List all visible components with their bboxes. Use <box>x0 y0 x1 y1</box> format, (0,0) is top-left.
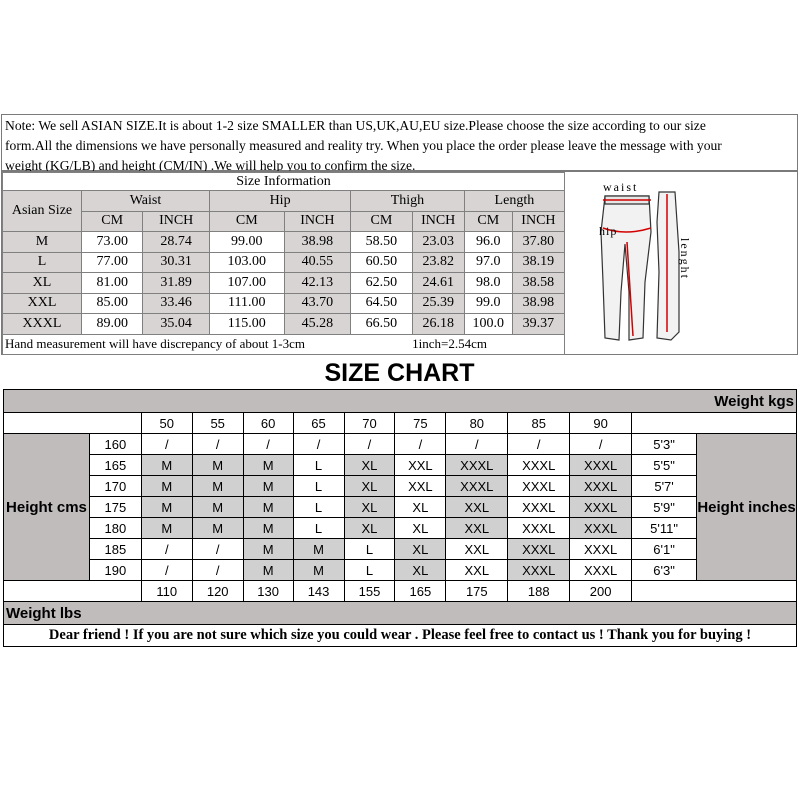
size-value: 77.00 <box>82 252 143 273</box>
table-row <box>4 497 797 518</box>
size-cell: / <box>243 434 293 455</box>
lb-value: 110 <box>141 581 192 602</box>
table-row <box>3 252 565 273</box>
height-inch: 6'3" <box>632 560 697 581</box>
length-header: Length <box>464 191 564 212</box>
height-inch: 5'5" <box>632 455 697 476</box>
size-cell: XXXL <box>508 497 570 518</box>
height-cm: 160 <box>89 434 141 455</box>
inch-conversion-note: 1inch=2.54cm <box>412 334 564 355</box>
size-cell: M <box>293 539 344 560</box>
size-value: 39.37 <box>512 314 564 335</box>
size-value: 99.00 <box>209 232 284 253</box>
size-cell: M <box>293 560 344 581</box>
size-cell: XXL <box>446 497 508 518</box>
lb-value: 175 <box>446 581 508 602</box>
size-value: 103.00 <box>209 252 284 273</box>
size-info-title: Size Information <box>3 173 565 191</box>
lb-value: 165 <box>395 581 446 602</box>
size-cell: XL <box>395 518 446 539</box>
unit-header: INCH <box>143 211 210 232</box>
size-value: 28.74 <box>143 232 210 253</box>
size-cell: XXXL <box>570 476 632 497</box>
size-cell: L <box>293 455 344 476</box>
size-value: 24.61 <box>412 273 464 294</box>
size-cell: M <box>141 497 192 518</box>
blank-corner <box>4 581 142 602</box>
size-value: 81.00 <box>82 273 143 294</box>
height-cm: 180 <box>89 518 141 539</box>
height-cm: 175 <box>89 497 141 518</box>
size-value: 98.0 <box>464 273 512 294</box>
size-cell: / <box>141 560 192 581</box>
height-inch: 5'7' <box>632 476 697 497</box>
asian-size-header: Asian Size <box>3 191 82 232</box>
size-cell: XXXL <box>570 560 632 581</box>
size-value: 38.98 <box>512 293 564 314</box>
size-cell: / <box>293 434 344 455</box>
unit-header: CM <box>209 211 284 232</box>
size-label: XXL <box>3 293 82 314</box>
size-value: 33.46 <box>143 293 210 314</box>
size-cell: XXXL <box>508 539 570 560</box>
table-row <box>4 560 797 581</box>
size-cell: XL <box>344 455 395 476</box>
kg-value: 80 <box>446 413 508 434</box>
size-value: 73.00 <box>82 232 143 253</box>
size-cell: M <box>192 476 243 497</box>
weight-kgs-header: Weight kgs <box>4 390 797 413</box>
table-row <box>4 476 797 497</box>
size-cell: L <box>344 560 395 581</box>
size-cell: L <box>293 518 344 539</box>
size-cell: / <box>395 434 446 455</box>
weight-lbs-header: Weight lbs <box>4 602 797 625</box>
height-inches-label: Height inches <box>697 434 797 581</box>
size-cell: / <box>508 434 570 455</box>
unit-header: INCH <box>284 211 351 232</box>
size-cell: / <box>344 434 395 455</box>
kg-value: 70 <box>344 413 395 434</box>
size-cell: XXXL <box>570 497 632 518</box>
pants-front-icon <box>601 196 651 340</box>
size-value: 43.70 <box>284 293 351 314</box>
size-cell: L <box>293 497 344 518</box>
size-chart-title: SIZE CHART <box>324 359 475 387</box>
size-cell: M <box>192 518 243 539</box>
size-cell: XXXL <box>446 476 508 497</box>
size-cell: M <box>243 539 293 560</box>
unit-header: INCH <box>412 211 464 232</box>
height-cm: 170 <box>89 476 141 497</box>
size-cell: XL <box>395 497 446 518</box>
size-value: 23.82 <box>412 252 464 273</box>
size-value: 107.00 <box>209 273 284 294</box>
table-row <box>3 293 565 314</box>
unit-header: CM <box>464 211 512 232</box>
size-cell: / <box>446 434 508 455</box>
size-chart-table <box>3 389 797 625</box>
size-cell: L <box>344 539 395 560</box>
table-row <box>4 434 797 455</box>
size-cell: XXL <box>446 539 508 560</box>
size-cell: XXXL <box>508 455 570 476</box>
size-value: 26.18 <box>412 314 464 335</box>
lb-value: 130 <box>243 581 293 602</box>
kg-value: 85 <box>508 413 570 434</box>
size-cell: XXL <box>395 476 446 497</box>
pants-measurement-illustration <box>567 172 797 354</box>
size-cell: XXXL <box>508 518 570 539</box>
height-cm: 185 <box>89 539 141 560</box>
table-row <box>4 518 797 539</box>
size-value: 37.80 <box>512 232 564 253</box>
size-cell: XXXL <box>508 476 570 497</box>
size-cell: / <box>570 434 632 455</box>
kg-value: 55 <box>192 413 243 434</box>
size-cell: XXL <box>446 560 508 581</box>
unit-header: CM <box>82 211 143 232</box>
lb-value: 143 <box>293 581 344 602</box>
size-cell: XXXL <box>570 539 632 560</box>
note-line-3: weight (KG/LB) and height (CM/IN) .We will help you to confirm the size. <box>5 158 416 173</box>
height-cm: 165 <box>89 455 141 476</box>
size-cell: XL <box>344 476 395 497</box>
size-value: 85.00 <box>82 293 143 314</box>
size-information-table <box>2 172 565 355</box>
thigh-header: Thigh <box>351 191 465 212</box>
hip-header: Hip <box>209 191 350 212</box>
size-value: 30.31 <box>143 252 210 273</box>
size-label: M <box>3 232 82 253</box>
size-cell: / <box>192 434 243 455</box>
kg-value: 90 <box>570 413 632 434</box>
lb-value: 188 <box>508 581 570 602</box>
height-cms-label: Height cms <box>4 434 90 581</box>
size-value: 38.58 <box>512 273 564 294</box>
height-inch: 6'1" <box>632 539 697 560</box>
size-value: 64.50 <box>351 293 412 314</box>
table-row <box>3 314 565 335</box>
size-cell: M <box>141 476 192 497</box>
waist-label: waist <box>603 180 639 194</box>
lb-value: 155 <box>344 581 395 602</box>
size-value: 40.55 <box>284 252 351 273</box>
size-cell: XXXL <box>570 518 632 539</box>
size-value: 99.0 <box>464 293 512 314</box>
size-value: 115.00 <box>209 314 284 335</box>
size-value: 60.50 <box>351 252 412 273</box>
pants-drawing <box>567 172 797 354</box>
size-cell: M <box>141 518 192 539</box>
size-cell: XL <box>395 560 446 581</box>
note-line-2: form.All the dimensions we have personally measured and reality try. When you place the order please leave the message with your <box>5 138 722 153</box>
unit-header: CM <box>351 211 412 232</box>
size-value: 111.00 <box>209 293 284 314</box>
size-value: 42.13 <box>284 273 351 294</box>
kg-value: 50 <box>141 413 192 434</box>
size-value: 89.00 <box>82 314 143 335</box>
height-inch: 5'11" <box>632 518 697 539</box>
size-cell: M <box>141 455 192 476</box>
size-information-panel <box>1 171 798 355</box>
size-value: 96.0 <box>464 232 512 253</box>
measurement-footnote: Hand measurement will have discrepancy of about 1-3cm <box>3 334 413 355</box>
kg-value: 60 <box>243 413 293 434</box>
size-cell: XXXL <box>446 455 508 476</box>
size-cell: XL <box>344 497 395 518</box>
size-value: 23.03 <box>412 232 464 253</box>
size-cell: / <box>192 560 243 581</box>
size-cell: / <box>141 539 192 560</box>
kg-value: 75 <box>395 413 446 434</box>
size-label: XL <box>3 273 82 294</box>
table-row <box>3 232 565 253</box>
table-row <box>3 273 565 294</box>
lb-value: 200 <box>570 581 632 602</box>
contact-message: Dear friend ! If you are not sure which size you could wear . Please feel free to contact us ! Thank you for buying ! <box>3 624 797 647</box>
unit-header: INCH <box>512 211 564 232</box>
size-cell: M <box>243 560 293 581</box>
size-cell: XXL <box>395 455 446 476</box>
blank-corner <box>4 413 142 434</box>
size-cell: / <box>141 434 192 455</box>
size-value: 66.50 <box>351 314 412 335</box>
size-value: 62.50 <box>351 273 412 294</box>
height-inch: 5'9" <box>632 497 697 518</box>
size-value: 38.98 <box>284 232 351 253</box>
length-label: lenght <box>678 238 692 280</box>
size-cell: M <box>243 476 293 497</box>
size-cell: M <box>243 455 293 476</box>
size-cell: M <box>192 497 243 518</box>
size-cell: XXXL <box>570 455 632 476</box>
size-value: 100.0 <box>464 314 512 335</box>
pants-side-icon <box>657 192 679 340</box>
size-cell: M <box>192 455 243 476</box>
size-cell: M <box>243 518 293 539</box>
size-value: 31.89 <box>143 273 210 294</box>
table-row <box>4 455 797 476</box>
size-cell: XL <box>395 539 446 560</box>
lb-value: 120 <box>192 581 243 602</box>
table-row <box>4 539 797 560</box>
size-cell: XL <box>344 518 395 539</box>
size-value: 35.04 <box>143 314 210 335</box>
blank-corner <box>632 413 797 434</box>
size-cell: XXL <box>446 518 508 539</box>
size-cell: M <box>243 497 293 518</box>
size-value: 58.50 <box>351 232 412 253</box>
size-value: 45.28 <box>284 314 351 335</box>
hip-label: hip <box>599 224 618 238</box>
size-label: XXXL <box>3 314 82 335</box>
size-cell: L <box>293 476 344 497</box>
size-note <box>1 114 798 171</box>
size-value: 38.19 <box>512 252 564 273</box>
size-value: 97.0 <box>464 252 512 273</box>
note-line-1: Note: We sell ASIAN SIZE.It is about 1-2 size SMALLER than US,UK,AU,EU size.Please choose the size according to our size <box>5 118 706 133</box>
height-cm: 190 <box>89 560 141 581</box>
size-value: 25.39 <box>412 293 464 314</box>
size-label: L <box>3 252 82 273</box>
size-cell: XXXL <box>508 560 570 581</box>
height-inch: 5'3" <box>632 434 697 455</box>
blank-corner <box>632 581 797 602</box>
kg-value: 65 <box>293 413 344 434</box>
size-cell: / <box>192 539 243 560</box>
waist-header: Waist <box>82 191 210 212</box>
